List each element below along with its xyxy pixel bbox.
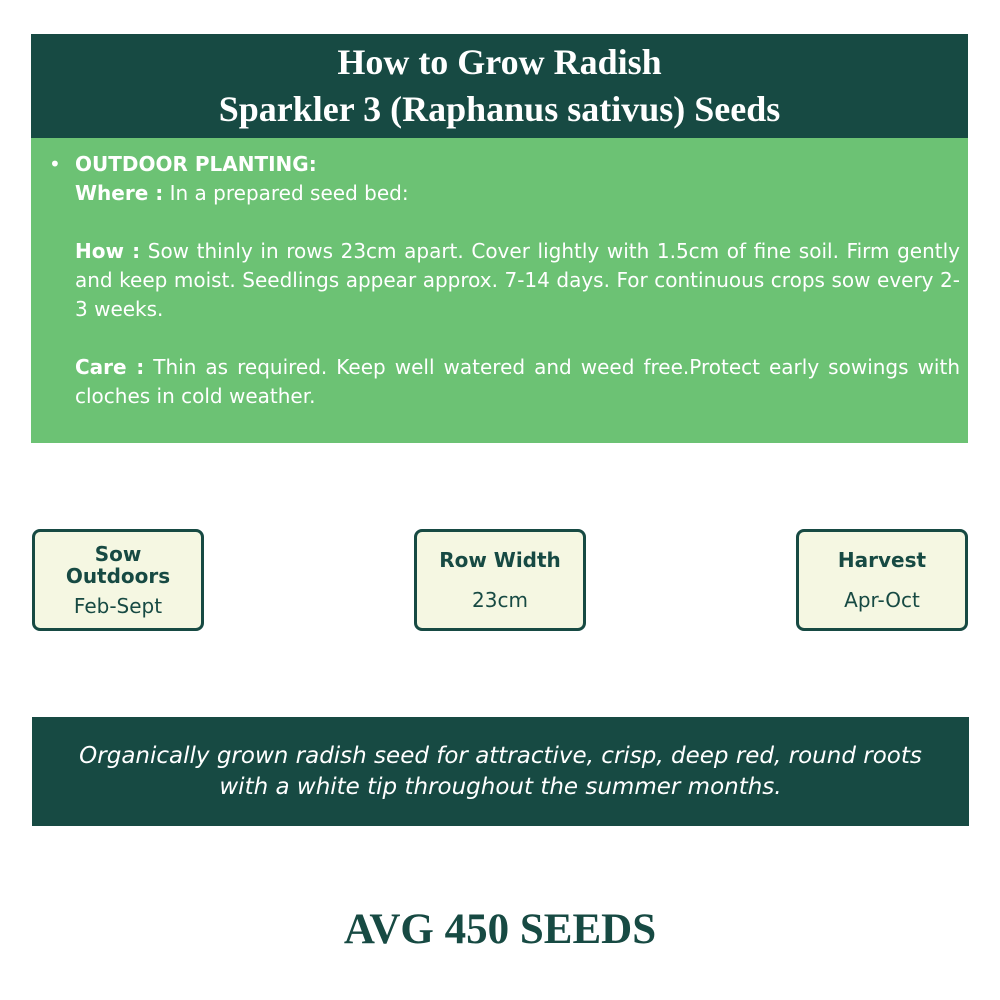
header-banner (31, 34, 968, 138)
how-paragraph (75, 237, 960, 324)
spacer (75, 208, 960, 237)
planting-title: OUTDOOR PLANTING: (75, 152, 317, 176)
how-label: How : (75, 239, 141, 263)
harvest-card (796, 529, 968, 631)
planting-title-row (49, 150, 960, 179)
header-title-line1: How to Grow Radish (337, 42, 662, 82)
harvest-value: Apr-Oct (844, 588, 920, 612)
row-width-card (414, 529, 586, 631)
sow-value: Feb-Sept (73, 594, 163, 618)
where-label: Where : (75, 181, 164, 205)
bullet-icon: • (49, 152, 61, 176)
sow-outdoors-card (32, 529, 204, 631)
how-text: Sow thinly in rows 23cm apart. Cover lightly with 1.5cm of fine soil. Firm gently and keep moist. Seedlings appear approx. 7-14 days. For continuous crops sow every 2-3 weeks. (75, 239, 960, 321)
where-paragraph (75, 179, 960, 208)
seed-count: AVG 450 SEEDS (343, 906, 657, 953)
sow-label-line2: Outdoors (65, 564, 171, 588)
where-text: In a prepared seed bed: (163, 181, 409, 205)
tagline-text: Organically grown radish seed for attractive, crisp, deep red, round roots with a white tip throughout the summer months. (79, 742, 922, 800)
harvest-label: Harvest (837, 548, 927, 572)
care-paragraph (75, 353, 960, 411)
spacer (75, 324, 960, 353)
care-text: Thin as required. Keep well watered and weed free.Protect early sowings with cloches in cold weather. (75, 355, 961, 408)
tagline-banner (32, 717, 969, 826)
outdoor-planting-panel (31, 138, 968, 443)
row-width-value: 23cm (472, 588, 528, 612)
sow-label-line1: Sow (94, 542, 142, 566)
header-title-line2: Sparkler 3 (Raphanus sativus) Seeds (218, 89, 781, 129)
row-width-label: Row Width (439, 548, 561, 572)
care-label: Care : (75, 355, 145, 379)
